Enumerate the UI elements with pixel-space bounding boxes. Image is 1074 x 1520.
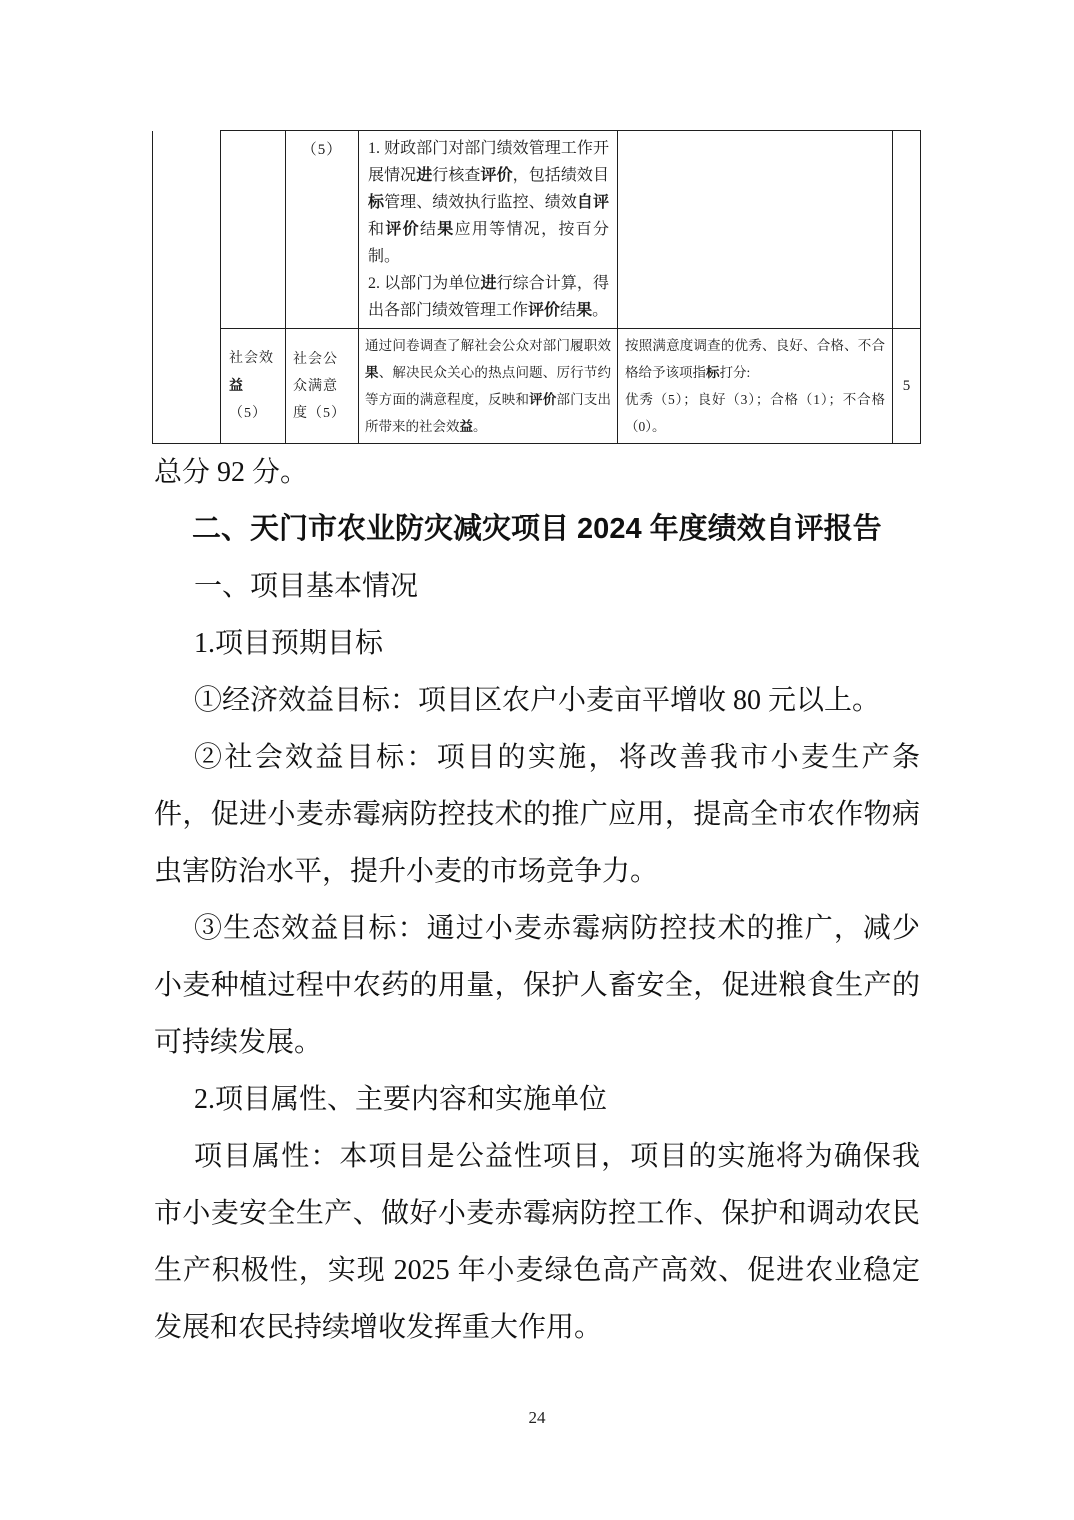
cell-scoring-rule [618, 329, 893, 444]
performance-indicator-table [152, 130, 921, 444]
total-score-line: 总分 92 分。 [154, 457, 309, 488]
page-number: 24 [528, 1408, 546, 1427]
cell-level1-social-benefit: 社会效益（5） [221, 329, 286, 444]
cell-score-value: 5 [893, 329, 921, 444]
cell-level1-continued-empty [153, 131, 221, 444]
paragraph: ①经济效益目标：项目区农户小麦亩平增收 80 元以上。 [194, 685, 881, 716]
scoring-rule-line: 按照满意度调查的优秀、良好、合格、不合格给予该项指标打分: [625, 338, 885, 380]
paragraph: 项目属性：本项目是公益性项目，项目的实施将为确保我市小麦安全生产、做好小麦赤霉病防控工作、保护和调动农民生产积极性，实现 2025 年小麦绿色高产高效、促进农业稳定发展和农民持续增收发挥重大作用。 [154, 1141, 920, 1343]
cell-score-empty [893, 131, 921, 329]
cell-level2-public-satisfaction: 社会公众满意度（5） [286, 329, 359, 444]
cell-satisfaction-description: 通过问卷调查了解社会公众对部门履职效果、解决民众关心的热点问题、厉行节约等方面的满意程度，反映和评价部门支出所带来的社会效益。 [359, 329, 618, 444]
criteria-item: 2. 以部门为单位进行综合计算，得出各部门绩效管理工作评价结果。 [368, 275, 609, 319]
cell-scoring-empty [618, 131, 893, 329]
criteria-item: 1. 财政部门对部门绩效管理工作开展情况进行核查评价，包括绩效目标管理、绩效执行监控、绩效自评和评价结果应用等情况，按百分制。 [368, 140, 609, 265]
cell-indicator-weight: （5） [286, 131, 359, 329]
table-row-social-benefit [153, 329, 921, 444]
paragraph: 一、项目基本情况 [194, 571, 419, 602]
report-body [154, 444, 920, 1356]
table-row-indicator-detail [153, 131, 921, 329]
cell-indicator-criteria [359, 131, 618, 329]
paragraph: ②社会效益目标：项目的实施，将改善我市小麦生产条件，促进小麦赤霉病防控技术的推广应用，提高全市农作物病虫害防治水平，提升小麦的市场竞争力。 [154, 742, 920, 887]
section-heading: 二、天门市农业防灾减灾项目 2024 年度绩效自评报告 [192, 513, 882, 545]
paragraph: 2.项目属性、主要内容和实施单位 [194, 1084, 608, 1115]
cell-level2-continued-empty [221, 131, 286, 329]
scoring-rule-line: 优秀（5）；良好（3）；合格（1）；不合格（0）。 [625, 392, 885, 434]
paragraph: 1.项目预期目标 [194, 628, 384, 659]
paragraph: ③生态效益目标：通过小麦赤霉病防控技术的推广，减少小麦种植过程中农药的用量，保护人畜安全，促进粮食生产的可持续发展。 [154, 913, 920, 1058]
